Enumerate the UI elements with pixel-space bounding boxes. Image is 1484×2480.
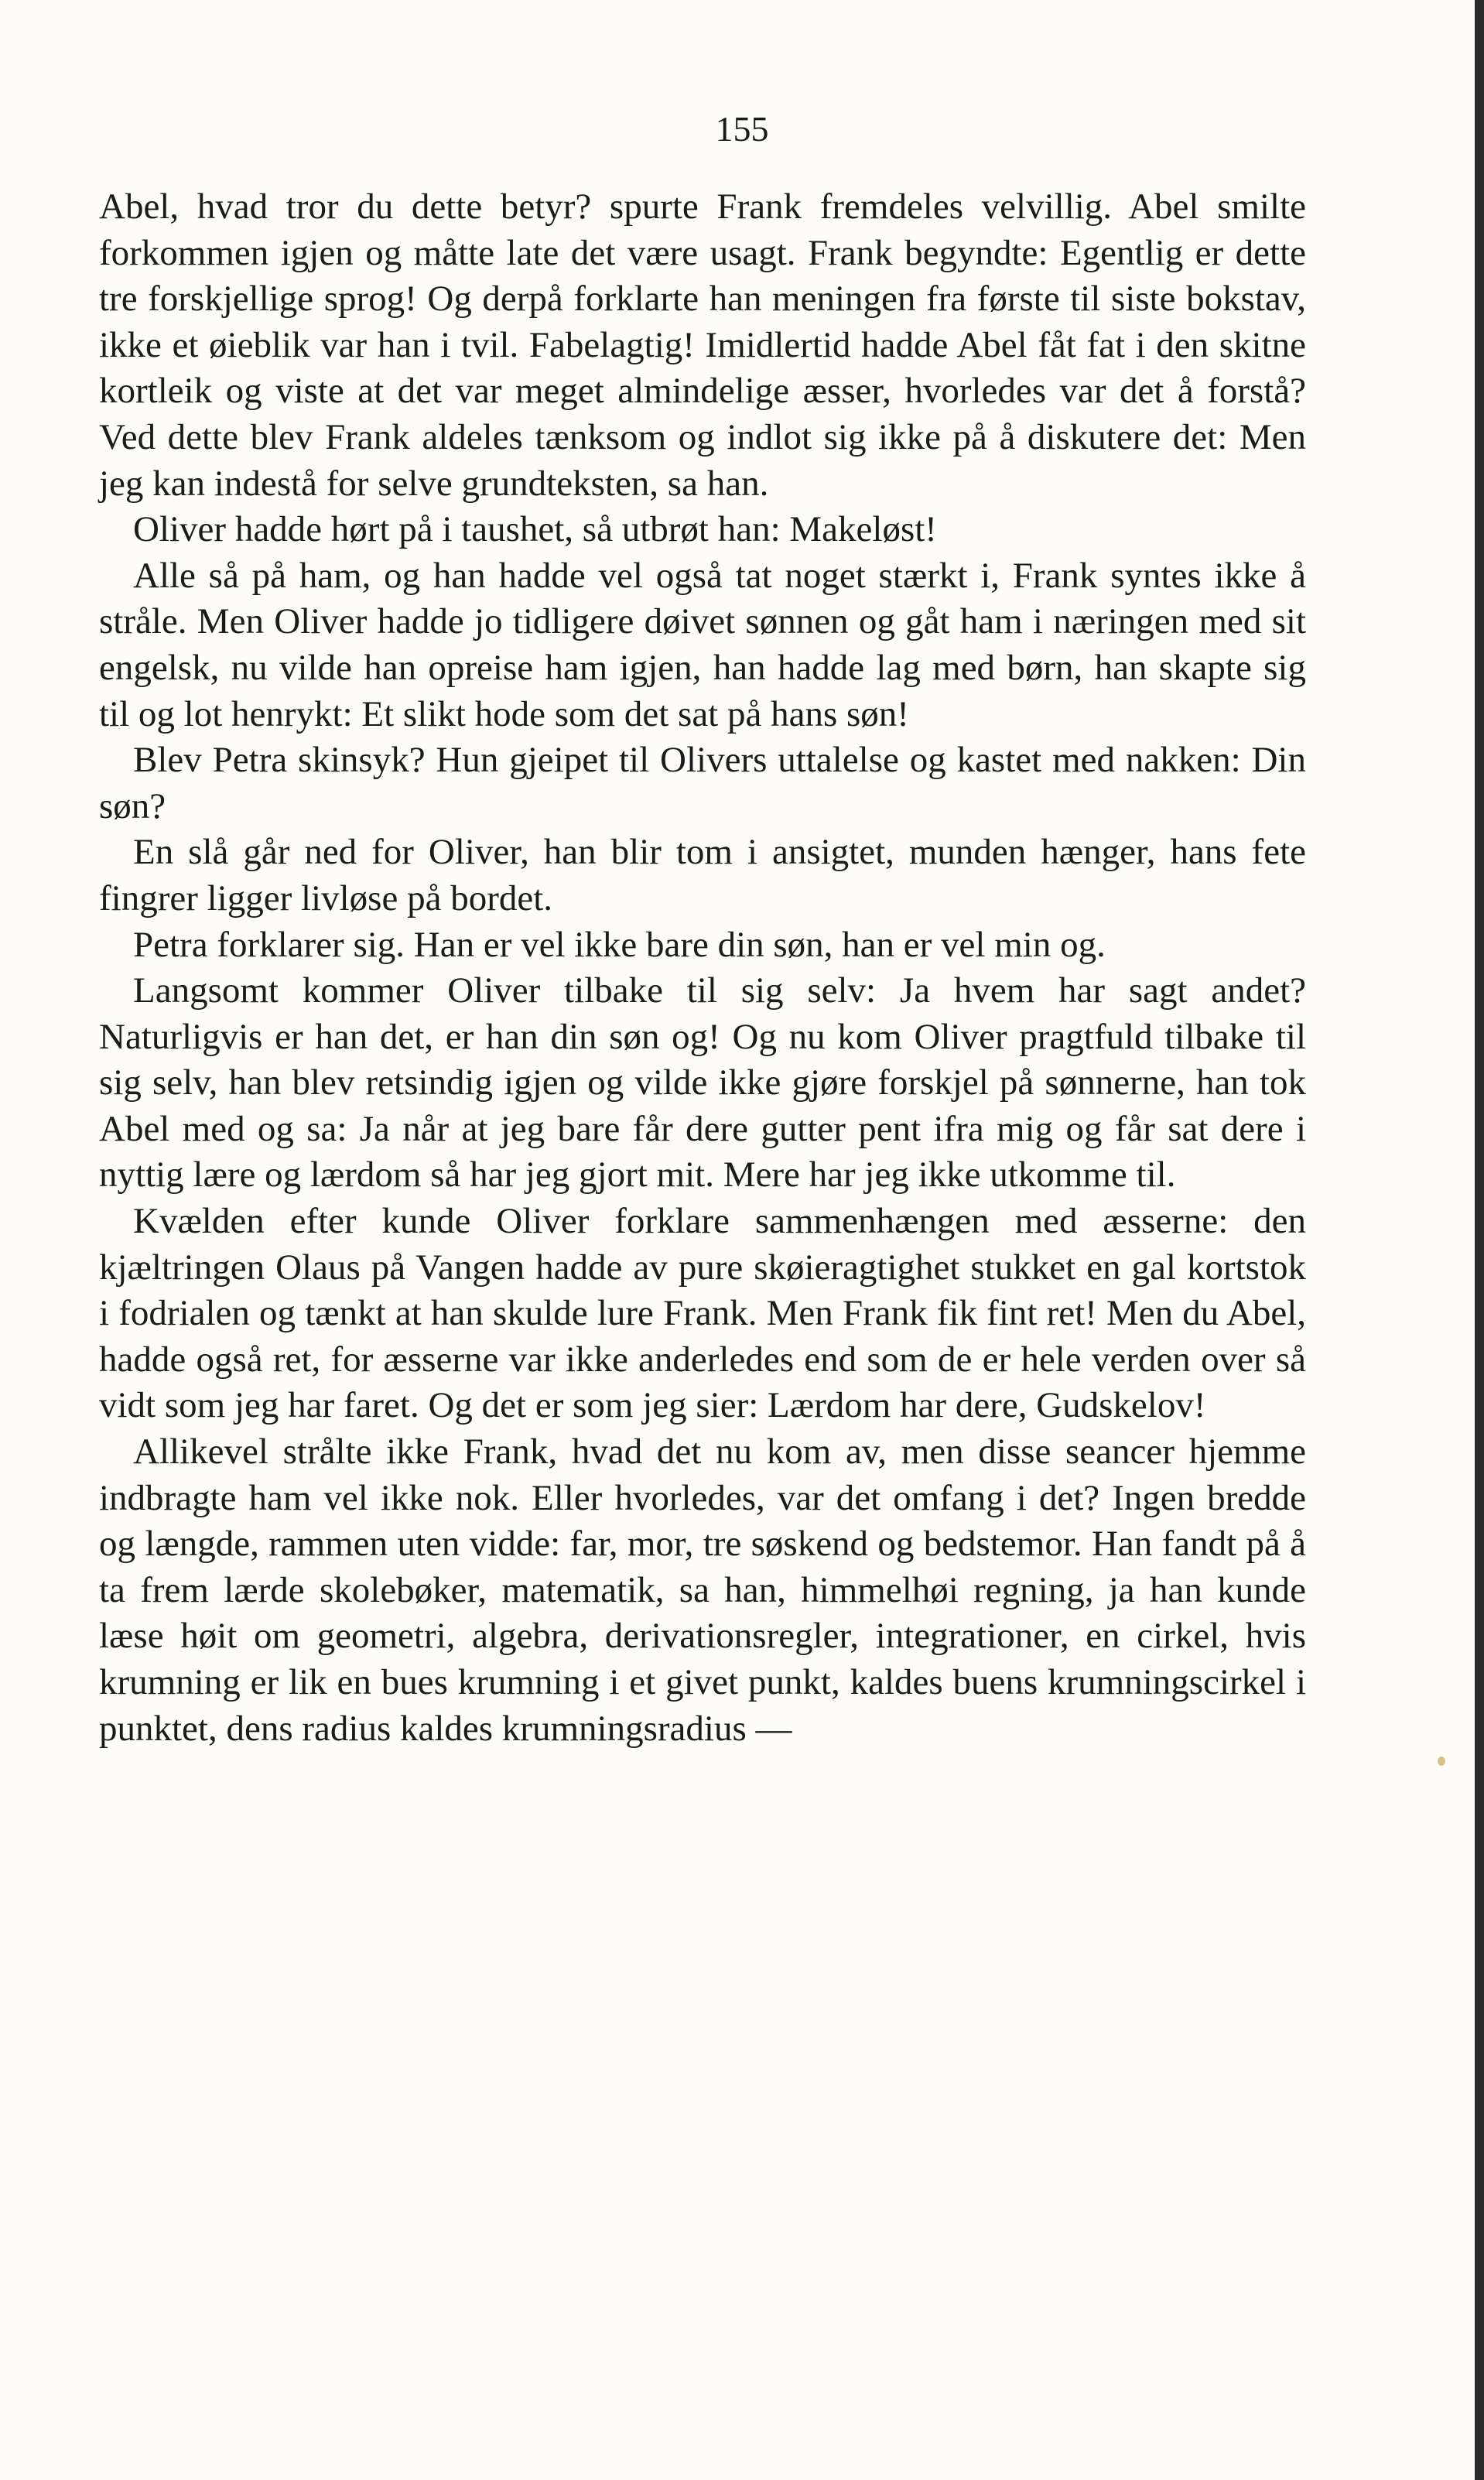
paragraph: Allikevel strålte ikke Frank, hvad det nu kom av, men disse seancer hjemme indbragte ham vel ikke nok. Eller hvorledes, var det omfang i det? Ingen bredde og længde, rammen uten vidde: far, mor, tre søskend og bedstemor. Han fandt på å ta frem lærde skolebøker, matematik, sa han, himmelhøi regning, ja han kunde læse høit om geometri, algebra, derivationsregler, integrationer, en cirkel, hvis krumning er lik en bues krumning i et givet punkt, kaldes buens krumningscirkel i punktet, dens radius kaldes krumningsradius — (99, 1432, 1306, 1749)
paragraph: Alle så på ham, og han hadde vel også tat noget stærkt i, Frank syntes ikke å stråle. Men Oliver hadde jo tidligere døivet sønnen og gåt ham i næringen med sit engelsk, nu vilde han opreise ham igjen, han hadde lag med børn, han skapte sig til og lot henrykt: Et slikt hode som det sat på hans søn! (99, 555, 1306, 734)
paragraph: Kvælden efter kunde Oliver forklare sammenhængen med æsserne: den kjæltringen Olaus på Vangen hadde av pure skøieragtighet stukket en gal kortstok i fodrialen og tænkt at han skulde lure Frank. Men Frank fik fint ret! Men du Abel, hadde også ret, for æsserne var ikke anderledes end som de er hele verden over så vidt som jeg har faret. Og det er som jeg sier: Lærdom har dere, Gudskelov! (99, 1201, 1306, 1426)
paragraph: En slå går ned for Oliver, han blir tom i ansigtet, munden hænger, hans fete fingrer ligger livløse på bordet. (99, 832, 1306, 918)
page-number: 155 (715, 109, 769, 149)
scan-edge (1475, 0, 1484, 2480)
paper-speck (1438, 1757, 1445, 1766)
paragraph: Langsomt kommer Oliver tilbake til sig selv: Ja hvem har sagt andet? Naturligvis er han det, er han din søn og! Og nu kom Oliver pragtfuld tilbake til sig selv, han blev retsindig igjen og vilde ikke gjøre forskjel på sønnerne, han tok Abel med og sa: Ja når at jeg bare får dere gutter pent ifra mig og får sat dere i nyttig lære og lærdom så har jeg gjort mit. Mere har jeg ikke utkomme til. (99, 970, 1306, 1196)
paragraph: Oliver hadde hørt på i taushet, så utbrøt han: Makeløst! (133, 509, 937, 550)
body-text (99, 184, 1306, 1752)
paragraph: Petra forklarer sig. Han er vel ikke bare din søn, han er vel min og. (133, 924, 1106, 965)
paragraph: Abel, hvad tror du dette betyr? spurte Frank fremdeles velvillig. Abel smilte forkommen igjen og måtte late det være usagt. Frank begyndte: Egentlig er dette tre forskjellige sprog! Og derpå forklarte han meningen fra første til siste bokstav, ikke et øieblik var han i tvil. Fabelagtig! Imidlertid hadde Abel fåt fat i den skitne kortleik og viste at det var meget almindelige æsser, hvorledes var det å forstå? Ved dette blev Frank aldeles tænksom og indlot sig ikke på å diskutere det: Men jeg kan indestå for selve grundteksten, sa han. (99, 186, 1306, 504)
paragraph: Blev Petra skinsyk? Hun gjeipet til Olivers uttalelse og kastet med nakken: Din søn? (99, 740, 1306, 826)
